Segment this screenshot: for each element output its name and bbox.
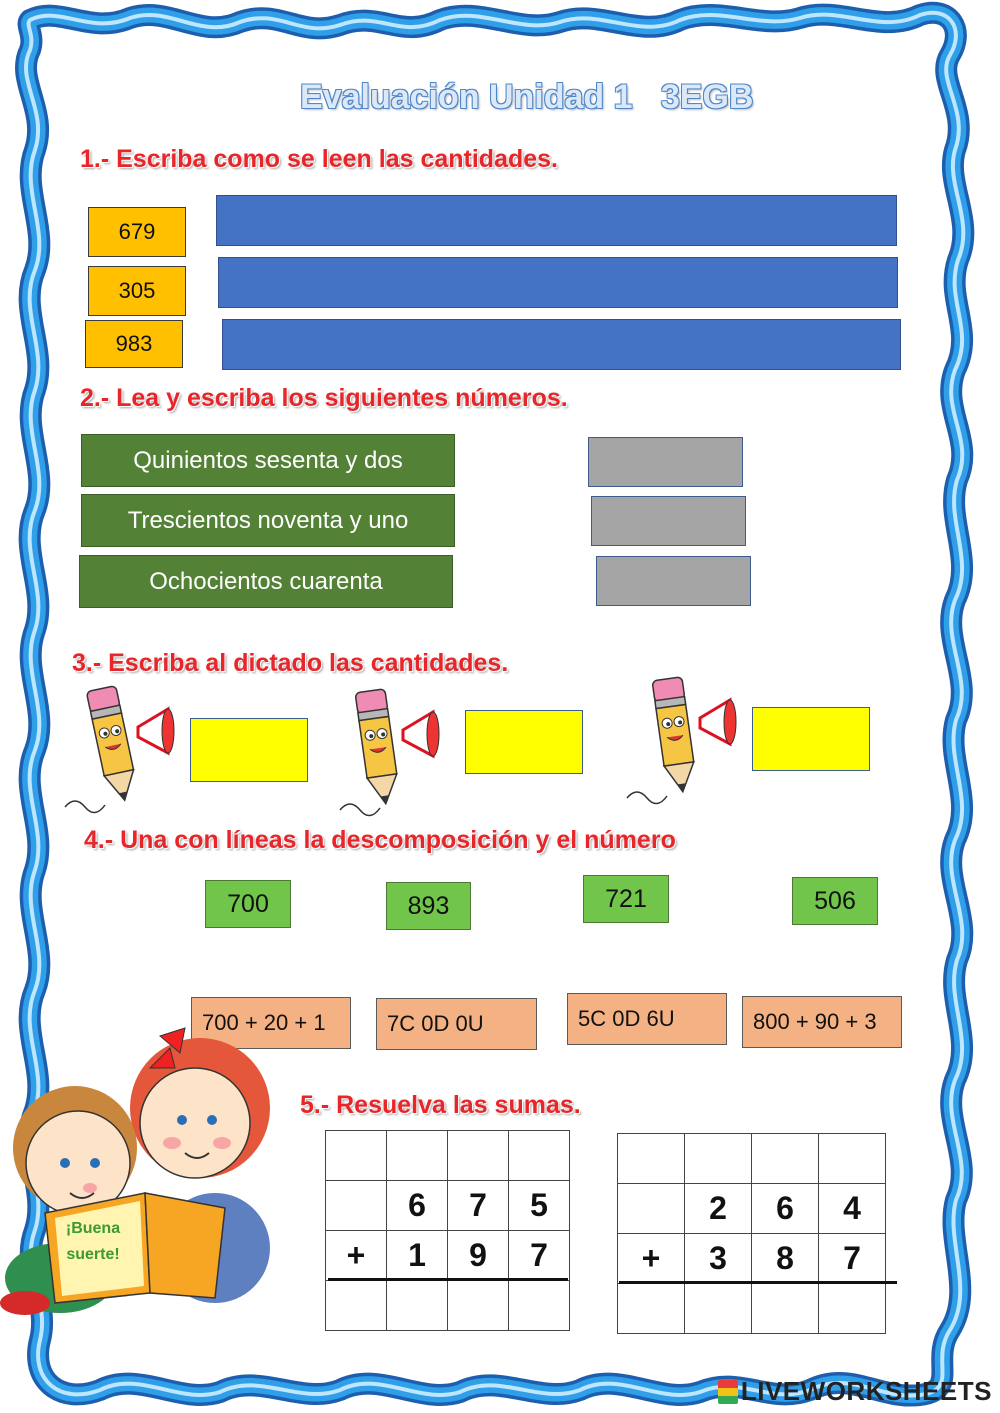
plus-sign: + (326, 1231, 387, 1281)
grid-cell (448, 1131, 509, 1181)
digit: 1 (387, 1231, 448, 1281)
digit: 7 (448, 1181, 509, 1231)
answer-cell[interactable] (819, 1284, 886, 1334)
answer-cell[interactable] (387, 1281, 448, 1331)
grid-cell (819, 1134, 886, 1184)
answer-cell[interactable] (618, 1284, 685, 1334)
grid-cell (326, 1131, 387, 1181)
sum-line (328, 1278, 568, 1281)
decomposition-card[interactable]: 800 + 90 + 3 (742, 996, 902, 1048)
answer-input[interactable] (222, 319, 901, 370)
answer-cell[interactable] (326, 1281, 387, 1331)
number-card: 679 (88, 207, 186, 257)
digit: 3 (685, 1234, 752, 1284)
answer-cell[interactable] (752, 1284, 819, 1334)
number-input[interactable] (588, 437, 743, 487)
dictation-input[interactable] (465, 710, 583, 774)
phrase-card: Ochocientos cuarenta (79, 555, 453, 608)
section4-heading: 4.- Una con líneas la descomposición y el número (84, 826, 676, 854)
children-reading-illustration (0, 1018, 300, 1318)
section5-heading: 5.- Resuelva las sumas. (300, 1091, 581, 1119)
section2-heading: 2.- Lea y escriba los siguientes números. (80, 384, 568, 412)
digit: 8 (752, 1234, 819, 1284)
phrase-card: Trescientos noventa y uno (81, 494, 455, 547)
section1-heading: 1.- Escriba como se leen las cantidades. (80, 145, 558, 173)
phrase-card: Quinientos sesenta y dos (81, 434, 455, 487)
grid-cell (618, 1184, 685, 1234)
addition-grid (617, 1133, 886, 1334)
digit: 6 (752, 1184, 819, 1234)
number-card: 305 (88, 266, 186, 316)
addition-grid (325, 1130, 570, 1331)
decomposition-card[interactable]: 7C 0D 0U (376, 998, 537, 1050)
answer-input[interactable] (218, 257, 898, 308)
pencil-megaphone-icon (622, 666, 752, 806)
answer-cell[interactable] (685, 1284, 752, 1334)
grid-cell (685, 1134, 752, 1184)
number-input[interactable] (596, 556, 751, 606)
book-text: ¡Buena suerte! (65, 1220, 121, 1263)
answer-cell[interactable] (509, 1281, 570, 1331)
digit: 7 (509, 1231, 570, 1281)
decomposition-card[interactable]: 5C 0D 6U (567, 993, 727, 1045)
grid-cell (509, 1131, 570, 1181)
section3-heading: 3.- Escriba al dictado las cantidades. (72, 649, 509, 677)
grid-cell (618, 1134, 685, 1184)
number-card[interactable]: 700 (205, 880, 291, 928)
dictation-input[interactable] (190, 718, 308, 782)
digit: 7 (819, 1234, 886, 1284)
digit: 9 (448, 1231, 509, 1281)
plus-sign: + (618, 1234, 685, 1284)
pencil-megaphone-icon (60, 675, 190, 815)
liveworksheets-logo (718, 1376, 992, 1407)
grid-cell (326, 1181, 387, 1231)
number-card: 983 (85, 320, 183, 368)
digit: 4 (819, 1184, 886, 1234)
dictation-input[interactable] (752, 707, 870, 771)
digit: 5 (509, 1181, 570, 1231)
answer-input[interactable] (216, 195, 897, 246)
digit: 6 (387, 1181, 448, 1231)
page-title: Evaluación Unidad 1 3EGB (300, 78, 754, 116)
decomposition-card[interactable]: 700 + 20 + 1 (191, 997, 351, 1049)
logo-text: LIVEWORKSHEETS (740, 1376, 992, 1406)
number-card[interactable]: 721 (583, 875, 669, 923)
answer-cell[interactable] (448, 1281, 509, 1331)
number-card[interactable]: 506 (792, 877, 878, 925)
number-card[interactable]: 893 (386, 882, 471, 930)
grid-cell (387, 1131, 448, 1181)
number-input[interactable] (591, 496, 746, 546)
digit: 2 (685, 1184, 752, 1234)
pencil-megaphone-icon (325, 678, 455, 818)
grid-cell (752, 1134, 819, 1184)
sum-line (619, 1281, 897, 1284)
logo-icon (718, 1380, 738, 1404)
